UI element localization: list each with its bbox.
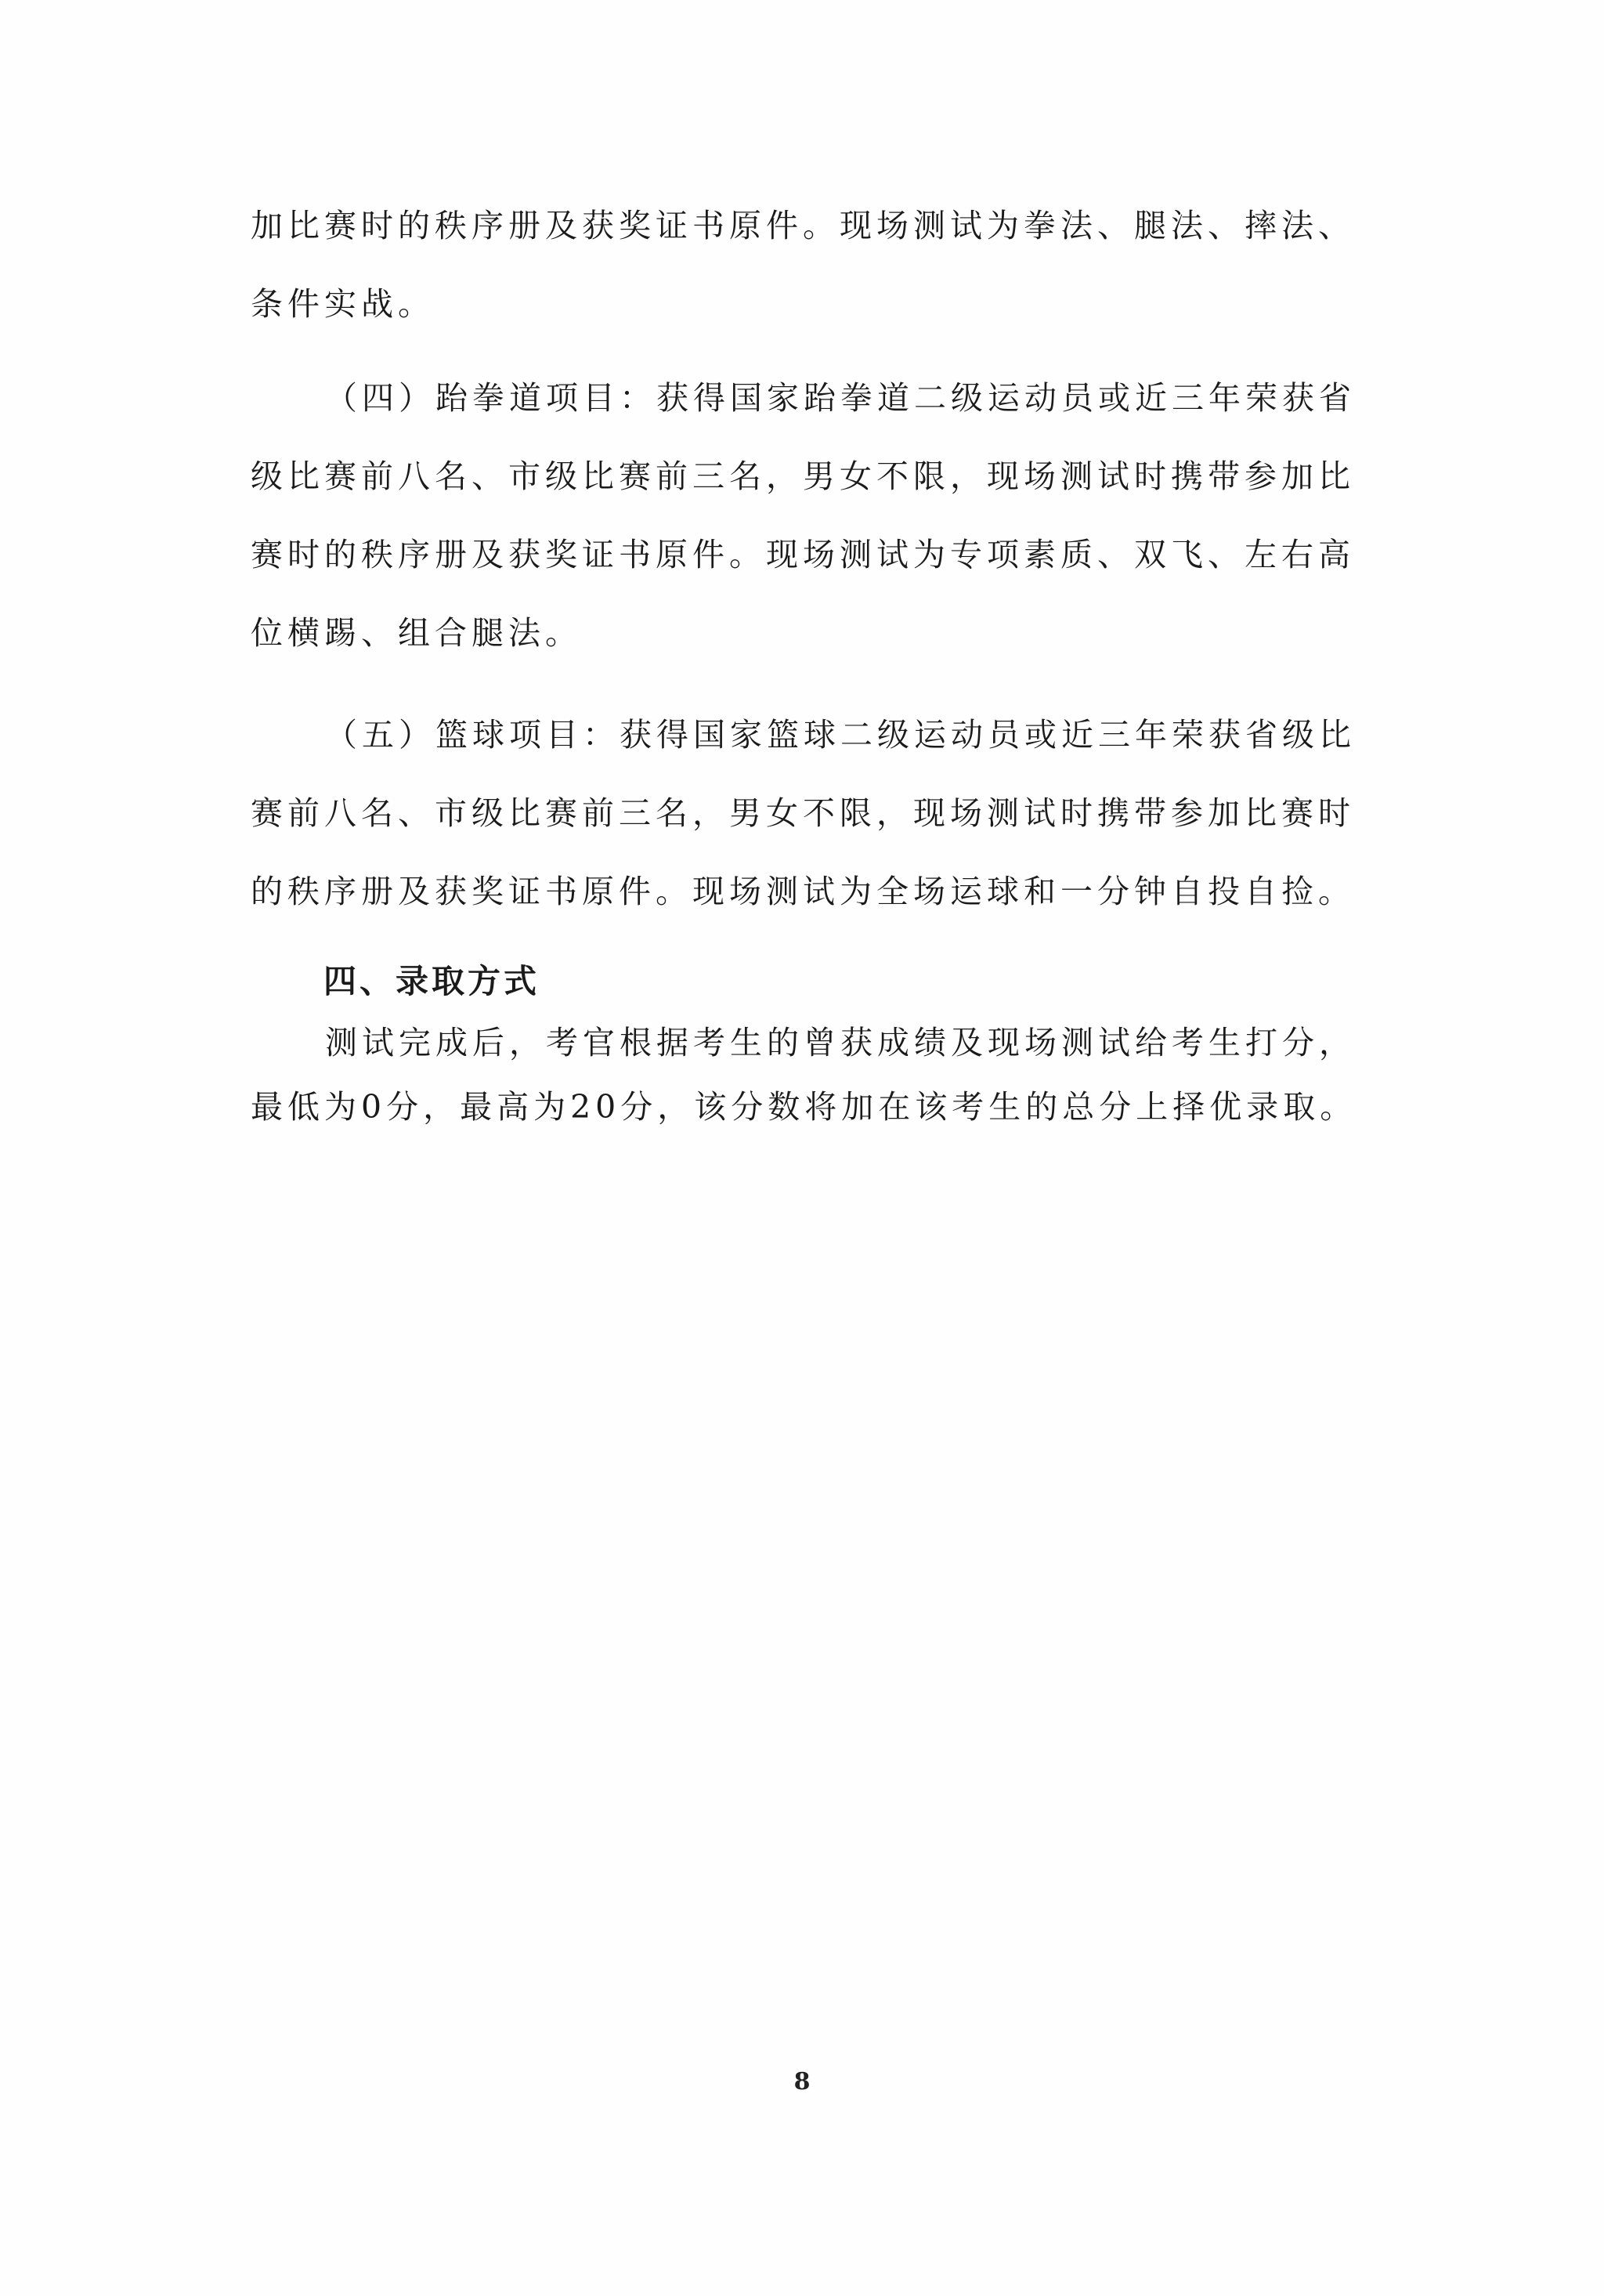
paragraph-line: （四）跆拳道项目：获得国家跆拳道二级运动员或近三年荣获省 xyxy=(325,379,1356,417)
basketball-paragraph xyxy=(251,696,1378,931)
paragraph-line: 加比赛时的秩序册及获奖证书原件。现场测试为拳法、腿法、摔法、 xyxy=(251,207,1355,244)
paragraph-line: 最低为0分，最高为20分，该分数将加在该考生的总分上择优录取。 xyxy=(251,1088,1357,1126)
admission-paragraph xyxy=(251,1011,1378,1139)
paragraph-line: 条件实战。 xyxy=(251,285,435,323)
paragraph-line: 测试完成后，考官根据考生的曾获成绩及现场测试给考生打分， xyxy=(325,1024,1356,1061)
taekwondo-paragraph xyxy=(251,359,1378,672)
page-number: 8 xyxy=(793,2068,811,2095)
paragraph-line: 位横踢、组合腿法。 xyxy=(251,614,582,652)
paragraph-line: 级比赛前八名、市级比赛前三名，男女不限，现场测试时携带参加比 xyxy=(251,457,1355,495)
section-three-continuation xyxy=(251,186,1378,343)
section-heading-admission: 四、录取方式 xyxy=(323,962,540,1000)
paragraph-line: 的秩序册及获奖证书原件。现场测试为全场运球和一分钟自投自捡。 xyxy=(251,873,1355,910)
paragraph-line: （五）篮球项目：获得国家篮球二级运动员或近三年荣获省级比 xyxy=(325,716,1356,754)
paragraph-line: 赛前八名、市级比赛前三名，男女不限，现场测试时携带参加比赛时 xyxy=(251,794,1355,832)
paragraph-line: 赛时的秩序册及获奖证书原件。现场测试为专项素质、双飞、左右高 xyxy=(251,536,1355,573)
